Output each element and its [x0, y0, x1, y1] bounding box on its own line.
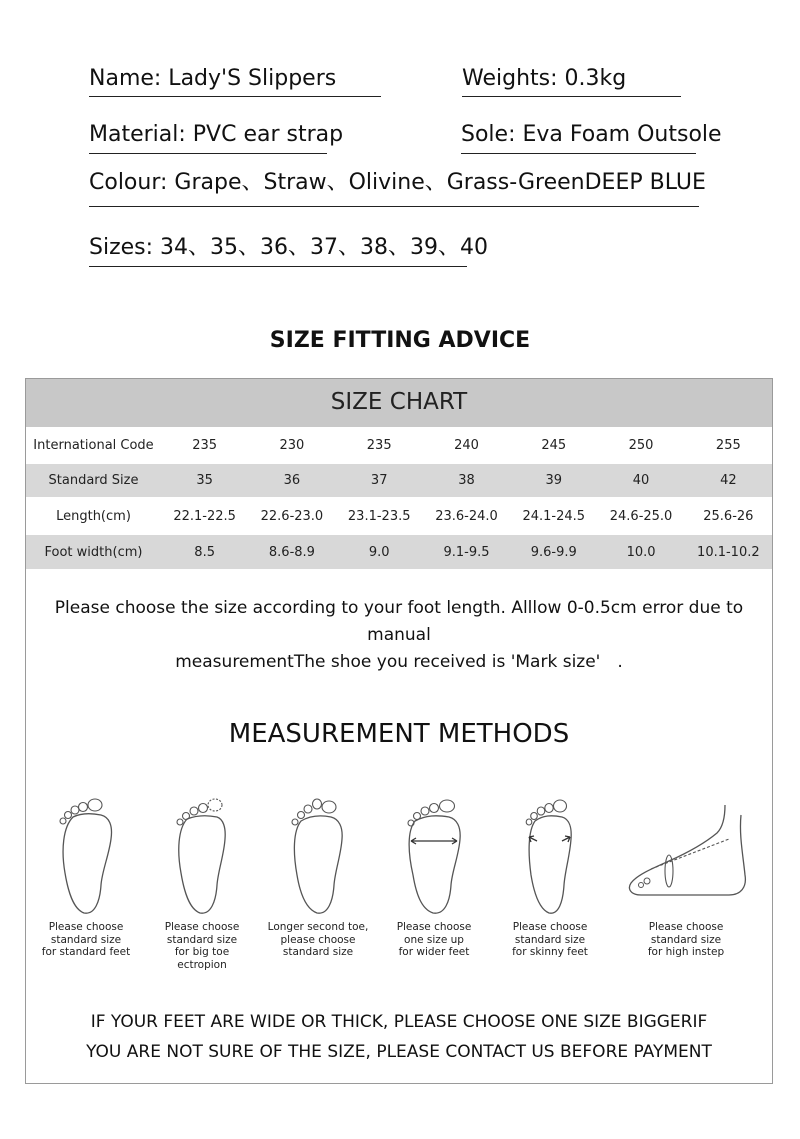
- table-cell: 235: [366, 438, 392, 453]
- measurement-figure: [26, 795, 146, 959]
- caption-line: Please choose: [648, 921, 724, 933]
- table-cell: 9.0: [336, 535, 423, 569]
- table-cell: 40: [597, 464, 684, 497]
- spec-colour: Colour: Grape、Straw、Olivine、Grass-GreenDEEP BLUE: [89, 170, 706, 195]
- table-row: [26, 427, 772, 464]
- caption-line: ectropion: [177, 958, 227, 971]
- spec-sizes-underline: [89, 266, 467, 267]
- measurement-figure: [258, 795, 378, 959]
- table-cell: 9.6-9.9: [510, 535, 597, 569]
- bottom-advice: [26, 1007, 772, 1067]
- table-cell: 22.6-23.0: [260, 508, 324, 524]
- size-fitting-heading: SIZE FITTING ADVICE: [269, 328, 531, 353]
- table-cell: 25.6-26: [703, 508, 754, 524]
- size-chart-title: SIZE CHART: [26, 379, 772, 427]
- figure-caption: [374, 921, 494, 959]
- table-row: [26, 535, 772, 569]
- table-cell: 10.0: [597, 535, 684, 569]
- table-cell: 22.1-22.5: [173, 508, 236, 524]
- bottom-advice-line-2: YOU ARE NOT SURE OF THE SIZE, PLEASE CONTACT US BEFORE PAYMENT: [86, 1042, 712, 1062]
- caption-line: standard size: [166, 933, 238, 946]
- size-advice-note: [26, 595, 772, 676]
- size-advice-line-2: measurementThe shoe you received is 'Mark size' .: [175, 652, 623, 672]
- table-cell: 230: [279, 438, 305, 453]
- spec-name: Name: Lady'S Slippers: [89, 66, 337, 91]
- bottom-advice-line-1: IF YOUR FEET ARE WIDE OR THICK, PLEASE CHOOSE ONE SIZE BIGGERIF: [90, 1012, 708, 1032]
- caption-line: for high instep: [647, 946, 725, 958]
- row-label: Foot width(cm): [26, 535, 161, 569]
- figure-caption: [258, 921, 378, 959]
- spec-material: Material: PVC ear strap: [89, 122, 344, 147]
- size-chart-panel: [25, 378, 773, 1084]
- table-cell: 240: [454, 438, 479, 453]
- table-cell: 10.1-10.2: [685, 535, 772, 569]
- measurement-figure: [142, 795, 262, 971]
- caption-line: for wider feet: [398, 946, 470, 958]
- wide-foot-icon: [399, 795, 469, 917]
- spec-sole-underline: [461, 153, 696, 154]
- measurement-figure: [616, 795, 756, 959]
- spec-weights: Weights: 0.3kg: [462, 66, 627, 91]
- caption-line: for big toe: [174, 946, 230, 958]
- big-toe-foot-icon: [167, 795, 237, 917]
- figure-caption: [490, 921, 610, 959]
- row-label: Standard Size: [26, 464, 161, 497]
- measurement-figure: [374, 795, 494, 959]
- caption-line: Please choose: [164, 921, 240, 933]
- caption-line: one size up: [404, 933, 464, 946]
- table-row: [26, 464, 772, 497]
- high-instep-foot-icon: [621, 795, 751, 917]
- table-cell: 37: [336, 464, 423, 497]
- table-cell: 255: [715, 438, 741, 453]
- table-cell: 24.1-24.5: [522, 508, 586, 524]
- size-table: [26, 427, 772, 569]
- table-cell: 39: [510, 464, 597, 497]
- table-cell: 42: [685, 464, 772, 497]
- caption-line: standard size: [650, 933, 722, 946]
- figure-caption: [142, 921, 262, 971]
- measurement-methods-title: MEASUREMENT METHODS: [228, 719, 570, 749]
- figure-caption: [616, 921, 756, 959]
- table-cell: 38: [423, 464, 510, 497]
- measurement-figure: [490, 795, 610, 959]
- spec-weights-underline: [462, 96, 681, 97]
- table-cell: 36: [248, 464, 335, 497]
- spec-colour-underline: [89, 206, 699, 207]
- caption-line: Longer second toe,: [267, 921, 369, 933]
- row-label: Length(cm): [56, 508, 131, 524]
- spec-sizes: Sizes: 34、35、36、37、38、39、40: [89, 235, 488, 260]
- caption-line: Please choose: [48, 921, 124, 933]
- table-cell: 23.6-24.0: [435, 508, 498, 524]
- table-cell: 8.5: [161, 535, 248, 569]
- spec-name-underline: [89, 96, 381, 97]
- caption-line: please choose: [280, 933, 356, 946]
- standard-foot-icon: [51, 795, 121, 917]
- table-row: [26, 497, 772, 535]
- table-cell: 9.1-9.5: [423, 535, 510, 569]
- caption-line: standard size: [514, 933, 586, 946]
- spec-material-underline: [89, 153, 327, 154]
- size-advice-line-1: Please choose the size according to your foot length. Alllow 0-0.5cm error due to manual: [54, 598, 744, 645]
- table-cell: 250: [628, 438, 654, 453]
- table-cell: 24.6-25.0: [609, 508, 673, 524]
- table-cell: 23.1-23.5: [347, 508, 411, 524]
- spec-sole: Sole: Eva Foam Outsole: [461, 122, 722, 147]
- figure-caption: [26, 921, 146, 959]
- table-cell: 8.6-8.9: [248, 535, 335, 569]
- caption-line: standard size: [50, 933, 122, 946]
- caption-line: for standard feet: [41, 946, 131, 958]
- caption-line: Please choose: [396, 921, 472, 933]
- row-label: International Code: [33, 438, 154, 453]
- table-cell: 235: [192, 438, 218, 453]
- caption-line: for skinny feet: [512, 946, 588, 958]
- table-cell: 35: [161, 464, 248, 497]
- long-second-toe-foot-icon: [283, 795, 353, 917]
- table-cell: 245: [541, 438, 567, 453]
- caption-line: standard size: [282, 946, 354, 958]
- skinny-foot-icon: [515, 795, 585, 917]
- caption-line: Please choose: [512, 921, 588, 933]
